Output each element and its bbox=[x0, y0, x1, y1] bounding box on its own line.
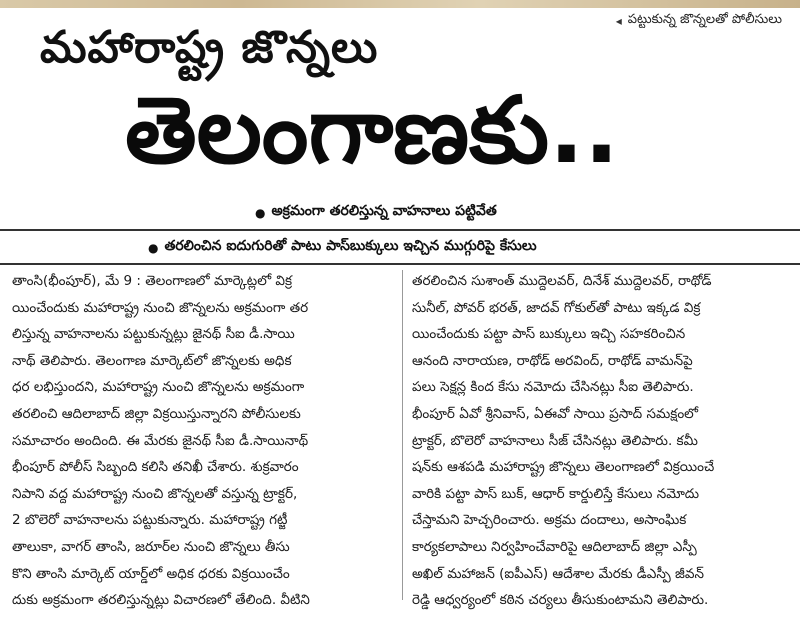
headline-line-2: తెలంగాణకు.. bbox=[125, 77, 619, 184]
article-line: సమాచారం అందింది. ఈ మేరకు జైనథ్ సీఐ డీ.సాయినాథ్ bbox=[12, 432, 309, 449]
article-line: తాంసి(భీంపూర్), మే 9 : తెలంగాణలో మార్కెట్లలో విక్ర bbox=[12, 273, 293, 289]
article-line: యించేందుకు పట్టా పాస్ బుక్కులు ఇచ్చి సహకరించిన bbox=[412, 326, 686, 343]
subhead-1 bbox=[255, 203, 497, 222]
article-line: వారికి పట్టా పాస్ బుక్, ఆధార్ కార్డులిస్తే కేసులు నమోదు bbox=[412, 485, 700, 502]
caption-arrow-icon: ◂ bbox=[615, 14, 622, 28]
article-line: ధర లభిస్తుందని, మహారాష్ట్ర నుంచి జొన్నలను అక్రమంగా bbox=[12, 379, 305, 396]
article-line: నాథ్ తెలిపారు. తెలంగాణ మార్కెట్‌లో జొన్నలకు అధిక bbox=[12, 352, 292, 369]
article-column-left bbox=[12, 268, 394, 614]
article-line: తాలుకా, వాగర్ తాంసి, జరూర్‌ల నుంచి జొన్నలు తీసు bbox=[12, 538, 290, 555]
article-line: కార్యకలాపాలు నిర్వహించేవారిపై ఆదిలాబాద్ జిల్లా ఎస్పీ bbox=[412, 538, 697, 555]
article-line: యించేందుకు మహారాష్ట్ర నుంచి జొన్నలను అక్రమంగా తర bbox=[12, 299, 309, 316]
article-line: కొని తాంసి మార్కెట్ యార్డ్‌లో అధిక ధరకు విక్రయించేం bbox=[12, 565, 290, 582]
subhead-2-text: తరలించిన ఐదుగురితో పాటు పాస్‌బుక్కులు ఇచ్చిన ముగ్గురిపై కేసులు bbox=[164, 238, 537, 254]
subhead-2 bbox=[148, 238, 537, 257]
headline-line-1: మహారాష్ట్ర జొన్నలు bbox=[40, 22, 379, 73]
divider-rule bbox=[0, 229, 800, 231]
article-line: ట్రాక్టర్, బొలెరో వాహనాలు సీజ్ చేసినట్లు తెలిపారు. కమీ bbox=[412, 432, 698, 449]
article-line: భీంపూర్ పోలీస్ సిబ్బంది కలిసి తనిఖీ చేశారు. శుక్రవారం bbox=[12, 459, 299, 476]
photo-edge-strip bbox=[0, 0, 800, 8]
article-line: ఆనంది నారాయణ, రాథోడ్ అరవింద్, రాథోడ్ వామన్‌పై bbox=[412, 352, 693, 369]
photo-caption bbox=[616, 12, 782, 30]
article-line: నిపాని వద్ద మహారాష్ట్ర నుంచి జొన్నలతో వస్తున్న ట్రాక్టర్, bbox=[12, 485, 298, 502]
article-line: దుకు అక్రమంగా తరలిస్తున్నట్లు విచారణలో తేలింది. వీటిని bbox=[12, 592, 310, 609]
article-line: రెడ్డి ఆధ్వర్యంలో కఠిన చర్యలు తీసుకుంటామని తెలిపారు. bbox=[412, 592, 709, 609]
article-line: తరలించి ఆదిలాబాద్ జిల్లా విక్రయిస్తున్నారని పోలీసులకు bbox=[12, 405, 301, 422]
divider-rule bbox=[0, 263, 800, 265]
article-line: అఖిల్ మహాజన్ (ఐపీఎస్) ఆదేశాల మేరకు డీఎస్పీ జీవన్ bbox=[412, 565, 704, 582]
photo-caption-text: పట్టుకున్న జొన్నలతో పోలీసులు bbox=[627, 12, 782, 27]
article-line: షన్‌కు ఆశపడి మహారాష్ట్ర జొన్నలు తెలంగాణలో విక్రయించే bbox=[412, 459, 715, 476]
article-column-right bbox=[412, 268, 788, 614]
article-line: తరలించిన సుశాంత్ ముద్దెలవర్, దినేశ్ ముద్దెలవర్, రాథోడ్ bbox=[412, 273, 712, 289]
article-line: సునీల్, పోవర్ భరత్, జాదవ్ గోకుల్‌తో పాటు ఇక్కడ విక్ర bbox=[412, 299, 701, 316]
bullet-icon: ● bbox=[148, 240, 159, 255]
article-line: 2 బొలెరో వాహనాలను పట్టుకున్నారు. మహారాష్ట్ర గట్జీ bbox=[12, 512, 288, 529]
article-line: చేస్తామని హెచ్చరించారు. అక్రమ దందాలు, అసాంఘిక bbox=[412, 512, 687, 529]
bullet-icon: ● bbox=[255, 205, 266, 220]
subhead-1-text: అక్రమంగా తరలిస్తున్న వాహనాలు పట్టివేత bbox=[271, 203, 497, 219]
article-line: భీంపూర్ ఏవో శ్రీనివాస్, ఏఈవో సాయి ప్రసాద్ సమక్షంలో bbox=[412, 405, 699, 422]
article-line: లిస్తున్న వాహనాలను పట్టుకున్నట్లు జైనథ్ సీఐ డీ.సాయి bbox=[12, 326, 295, 343]
article-line: పలు సెక్షన్ల కింద కేసు నమోదు చేసినట్లు సీఐ తెలిపారు. bbox=[412, 379, 694, 396]
column-divider bbox=[402, 270, 403, 600]
